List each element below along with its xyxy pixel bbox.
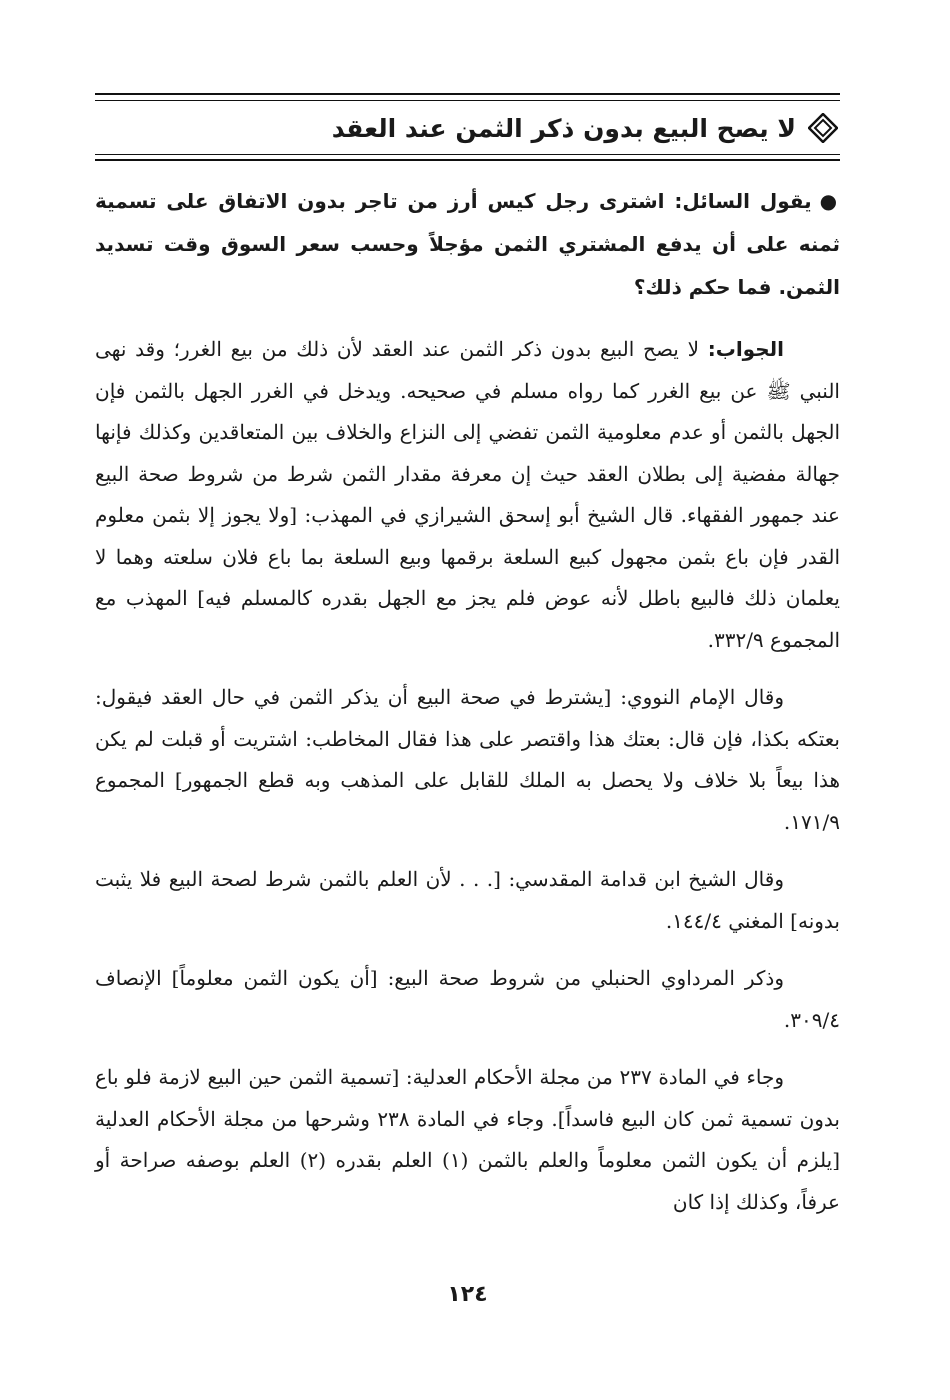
answer-text-5: وجاء في المادة ٢٣٧ من مجلة الأحكام العدلية: [تسمية الثمن حين البيع لازمة فلو باع بدون تسمية ثمن كان البيع فاسداً]. وجاء في المادة ٢٣٨ وشرحها من مجلة الأحكام العدلية [يلزم أن يكون الثمن معلوماً والعلم بالثمن (١) العلم بقدره (٢) العلم بوصفه صراحة أو عرفاً، وكذلك إذا كان	[95, 1065, 840, 1214]
body-text	[95, 180, 840, 1223]
answer-paragraph-5	[95, 1057, 840, 1223]
answer-text-4: وذكر المرداوي الحنبلي من شروط صحة البيع: [أن يكون الثمن معلوماً] الإنصاف ٣٠٩/٤.	[95, 966, 840, 1032]
page-number: ١٢٤	[447, 1282, 488, 1307]
answer-paragraph-4	[95, 958, 840, 1041]
answer-paragraph-3	[95, 859, 840, 942]
answer-text-1: لا يصح البيع بدون ذكر الثمن عند العقد لأن ذلك من بيع الغرر؛ وقد نهى النبي ﷺ عن بيع الغرر كما رواه مسلم في صحيحه. ويدخل في الغرر الجهل بالثمن فإن الجهل بالثمن أو عدم معلومية الثمن تفضي إلى النزاع والخلاف بين المتعاقدين وكذلك فإنها جهالة مفضية إلى بطلان العقد حيث إن معرفة مقدار الثمن شرط من شروط صحة البيع عند جمهور الفقهاء. قال الشيخ أبو إسحق الشيرازي في المهذب: [ولا يجوز إلا بثمن معلوم القدر فإن باع بثمن مجهول كبيع السلعة برقمها وبيع السلعة بما باع فلان سلعته وهما لا يعلمان ذلك فالبيع باطل لأنه عوض فلم يجز مع الجهل بقدره كالمسلم فيه] المهذب مع المجموع ٣٣٢/٩.	[95, 337, 841, 652]
question-text: يقول السائل: اشترى رجل كيس أرز من تاجر بدون الاتفاق على تسمية ثمنه على أن يدفع المشتري الثمن مؤجلاً وحسب سعر السوق وقت تسديد الثمن. فما حكم ذلك؟	[95, 189, 840, 299]
answer-text-3: وقال الشيخ ابن قدامة المقدسي: [. . . لأن العلم بالثمن شرط لصحة البيع فلا يثبت بدونه] المغني ١٤٤/٤.	[95, 867, 840, 933]
chapter-header	[95, 104, 840, 152]
answer-text-2: وقال الإمام النووي: [يشترط في صحة البيع أن يذكر الثمن في حال العقد فيقول: بعتكه بكذا، فإن قال: بعتك هذا واقتصر على هذا فقال المخاطب: اشتريت أو قبلت لم يكن هذا بيعاً بلا خلاف ولا يحصل به الملك للقابل على المذهب وبه قطع الجمهور] المجموع ١٧١/٩.	[95, 685, 840, 834]
header-bottom-rule-thin	[95, 154, 840, 155]
chapter-title: لا يصح البيع بدون ذكر الثمن عند العقد	[331, 113, 796, 143]
header-top-rule	[95, 93, 840, 95]
header-top-rule-thin	[95, 100, 840, 101]
header-bottom-rule	[95, 159, 840, 161]
bullet-icon: ●	[819, 189, 840, 213]
diamond-bullet-icon	[806, 111, 840, 145]
page	[95, 0, 840, 1400]
answer-label: الجواب:	[707, 337, 784, 361]
answer-paragraph-2	[95, 677, 840, 843]
answer-paragraph-1	[95, 329, 840, 661]
question-paragraph	[95, 180, 840, 309]
